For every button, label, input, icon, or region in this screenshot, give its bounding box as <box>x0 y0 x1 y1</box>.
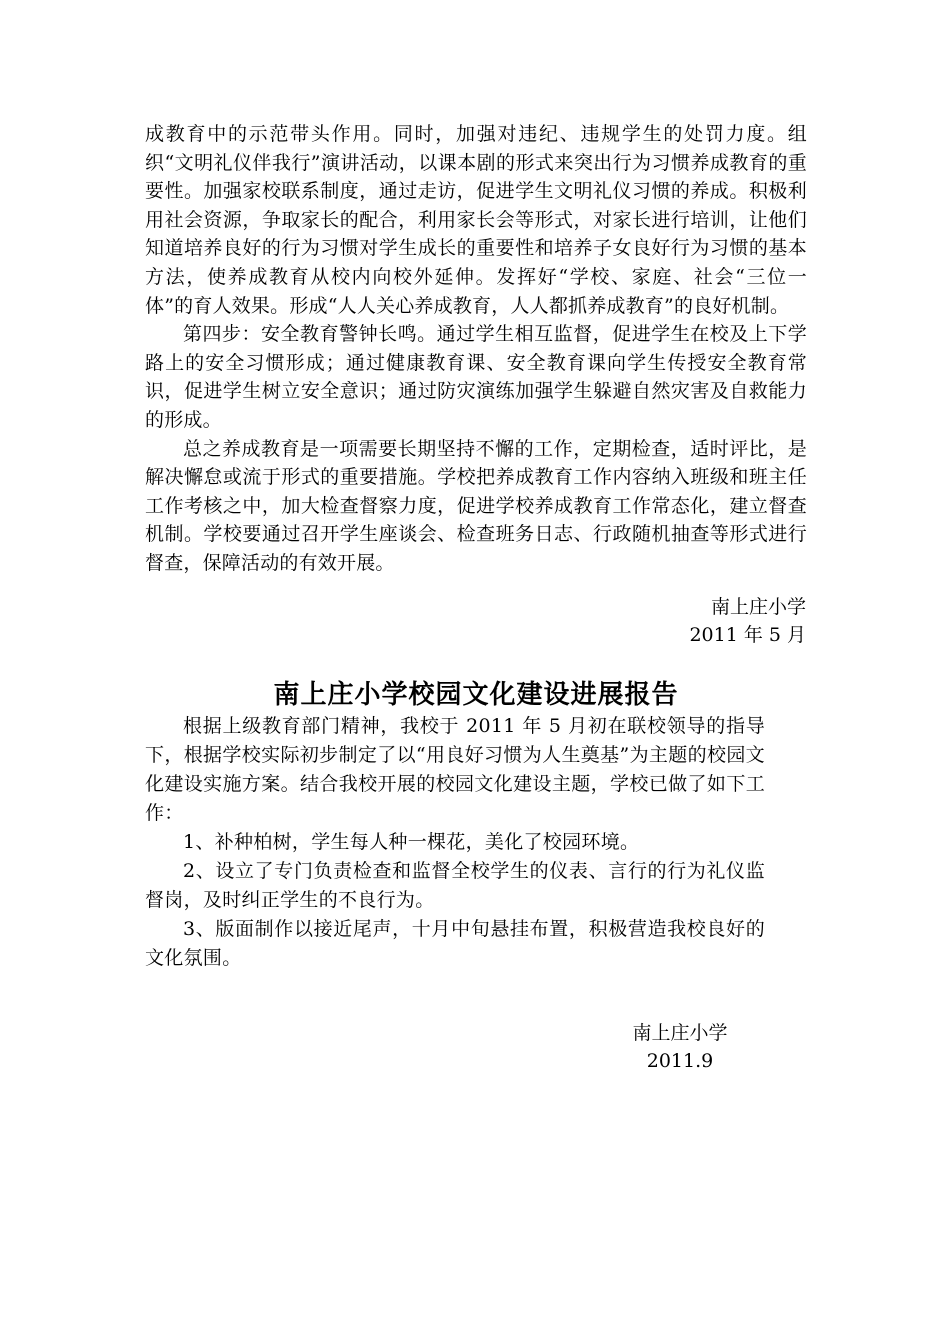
list-item: 2、设立了专门负责检查和监督全校学生的仪表、言行的行为礼仪监督岗，及时纠正学生的不良行为。 <box>145 860 765 911</box>
section-1-body <box>145 120 807 578</box>
list-item: 1、补种柏树，学生每人种一棵花，美化了校园环境。 <box>183 831 640 853</box>
section-1-signature <box>600 593 806 649</box>
report-title: 南上庄小学校园文化建设进展报告 <box>273 680 679 710</box>
section-2-body <box>145 712 765 973</box>
signature-school: 南上庄小学 <box>632 1022 728 1044</box>
paragraph: 成教育中的示范带头作用。同时，加强对违纪、违规学生的处罚力度。组织“文明礼仪伴我行”演讲活动，以课本剧的形式来突出行为习惯养成教育的重要性。加强家校联系制度，通过走访，促进学生文明礼仪习惯的养成。积极利用社会资源，争取家长的配合，利用家长会等形式，对家长进行培训，让他们知道培养良好的行为习惯对学生成长的重要性和培养子女良好行为习惯的基本方法，使养成教育从校内向校外延伸。发挥好“学校、家庭、社会“三位一体”的育人效果。形成“人人关心养成教育，人人都抓养成教育”的良好机制。 <box>145 123 807 317</box>
paragraph: 根据上级教育部门精神，我校于 2011 年 5 月初在联校领导的指导下，根据学校实际初步制定了以“用良好习惯为人生奠基”为主题的校园文化建设实施方案。结合我校开展的校园文化建设主题，学校已做了如下工作： <box>145 715 765 824</box>
list-item: 3、版面制作以接近尾声，十月中旬悬挂布置，积极营造我校良好的文化氛围。 <box>145 918 765 969</box>
section-2-signature <box>580 1019 780 1075</box>
signature-date: 2011.9 <box>646 1050 714 1072</box>
paragraph: 第四步：安全教育警钟长鸣。通过学生相互监督，促进学生在校及上下学路上的安全习惯形成；通过健康教育课、安全教育课向学生传授安全教育常识，促进学生树立安全意识；通过防灾演练加强学生躲避自然灾害及自救能力的形成。 <box>145 323 807 431</box>
signature-date: 2011 年 5 月 <box>689 624 806 646</box>
paragraph: 总之养成教育是一项需要长期坚持不懈的工作，定期检查，适时评比，是解决懈怠或流于形式的重要措施。学校把养成教育工作内容纳入班级和班主任工作考核之中，加大检查督察力度，促进学校养成教育工作常态化，建立督查机制。学校要通过召开学生座谈会、检查班务日志、行政随机抽查等形式进行督查，保障活动的有效开展。 <box>145 437 807 574</box>
signature-school: 南上庄小学 <box>710 596 806 618</box>
